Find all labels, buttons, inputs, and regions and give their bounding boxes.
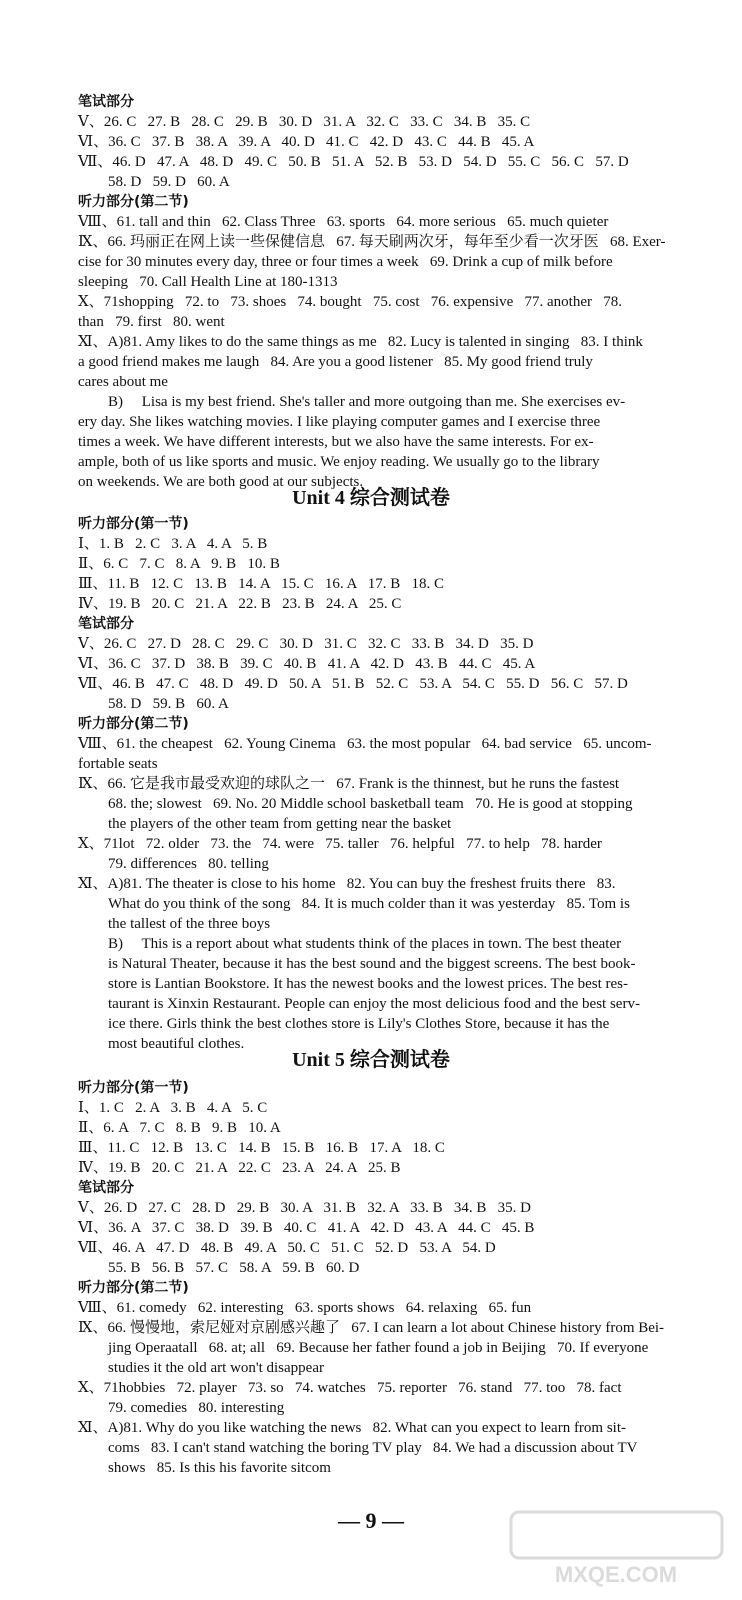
answer-line: fortable seats [78, 756, 158, 772]
answer-line: Ⅴ、26. C 27. B 28. C 29. B 30. D 31. A 32. C 33. C 34. B 35. C [78, 114, 531, 130]
section-heading: 听力部分(第一节) [78, 1080, 189, 1096]
unit4-title: Unit 4 综合测试卷 [292, 487, 450, 509]
answer-line: times a week. We have different interests, but we also have the same interests. For ex- [78, 434, 594, 450]
answer-line: 68. the; slowest 69. No. 20 Middle school basketball team 70. He is good at stopping [108, 796, 633, 812]
unit4-answers [78, 514, 718, 1054]
answer-line: Ⅱ、6. A 7. C 8. B 9. B 10. A [78, 1120, 281, 1136]
answer-line: 79. differences 80. telling [108, 856, 269, 872]
answer-line: Ⅴ、26. C 27. D 28. C 29. C 30. D 31. C 32. C 33. B 34. D 35. D [78, 636, 534, 652]
answer-line: coms 83. I can't stand watching the boring TV play 84. We had a discussion about TV [108, 1440, 638, 1456]
page-number: — 9 — [338, 1508, 404, 1533]
answer-line: studies it the old art won't disappear [108, 1360, 324, 1376]
answer-line: Ⅸ、66. 它是我市最受欢迎的球队之一 67. Frank is the thinnest, but he runs the fastest [78, 776, 620, 792]
answer-line: Ⅴ、26. D 27. C 28. D 29. B 30. A 31. B 32. A 33. B 34. B 35. D [78, 1200, 531, 1216]
answer-line: Ⅺ、A)81. The theater is close to his home 82. You can buy the freshest fruits there 83. [78, 876, 616, 892]
answer-line: Ⅷ、61. comedy 62. interesting 63. sports shows 64. relaxing 65. fun [78, 1300, 532, 1316]
section-heading: 笔试部分 [78, 94, 134, 110]
answer-line: What do you think of the song 84. It is much colder than it was yesterday 85. Tom is [108, 896, 630, 912]
answer-line: store is Lantian Bookstore. It has the newest books and the lowest prices. The best res- [108, 976, 629, 992]
answer-line: Ⅶ、46. B 47. C 48. D 49. D 50. A 51. B 52. C 53. A 54. C 55. D 56. C 57. D [78, 676, 628, 692]
answer-line: ery day. She likes watching movies. I like playing computer games and I exercise three [78, 414, 601, 430]
answer-line: Ⅹ、71shopping 72. to 73. shoes 74. bought 75. cost 76. expensive 77. another 78. [78, 294, 622, 310]
answer-line: ample, both of us like sports and music. We enjoy reading. We usually go to the library [78, 454, 600, 470]
answer-line: Ⅶ、46. D 47. A 48. D 49. C 50. B 51. A 52. B 53. D 54. D 55. C 56. C 57. D [78, 154, 629, 170]
answer-line: Ⅳ、19. B 20. C 21. A 22. B 23. B 24. A 25. C [78, 596, 402, 612]
answer-line: 79. comedies 80. interesting [108, 1400, 285, 1416]
answer-line: the players of the other team from getting near the basket [108, 816, 452, 832]
watermark-text: MXQE.COM [554, 1562, 678, 1587]
answer-line: Ⅸ、66. 玛丽正在网上读一些保健信息 67. 每天刷两次牙，每年至少看一次牙医 68. Exer- [78, 234, 666, 250]
answer-line: the tallest of the three boys [108, 916, 271, 932]
answer-line: Ⅵ、36. A 37. C 38. D 39. B 40. C 41. A 42. D 43. A 44. C 45. B [78, 1220, 535, 1236]
section-heading: 笔试部分 [78, 616, 134, 632]
answer-line: 58. D 59. B 60. A [108, 696, 229, 712]
answer-line: Ⅰ、1. B 2. C 3. A 4. A 5. B [78, 536, 268, 552]
section-heading: 听力部分(第一节) [78, 516, 189, 532]
answer-line: 58. D 59. D 60. A [108, 174, 230, 190]
answer-line: Ⅵ、36. C 37. D 38. B 39. C 40. B 41. A 42. D 43. B 44. C 45. A [78, 656, 536, 672]
section-heading: 听力部分(第二节) [78, 194, 189, 210]
answer-line: Ⅹ、71lot 72. older 73. the 74. were 75. taller 76. helpful 77. to help 78. harder [78, 836, 602, 852]
section-heading: 听力部分(第二节) [78, 716, 189, 732]
answer-line: Ⅵ、36. C 37. B 38. A 39. A 40. D 41. C 42. D 43. C 44. B 45. A [78, 134, 535, 150]
unit5-answers [78, 1078, 718, 1478]
section-heading: 听力部分(第二节) [78, 1280, 189, 1296]
answer-line: Ⅸ、66. 慢慢地，索尼娅对京剧感兴趣了 67. I can learn a lot about Chinese history from Bei- [78, 1320, 665, 1336]
answer-line: Ⅷ、61. the cheapest 62. Young Cinema 63. the most popular 64. bad service 65. uncom- [78, 736, 652, 752]
answer-line: Ⅺ、A)81. Why do you like watching the news 82. What can you expect to learn from sit- [78, 1420, 627, 1436]
answer-line: jing Operaatall 68. at; all 69. Because her father found a job in Beijing 70. If everyone [108, 1340, 649, 1356]
answer-line: B) This is a report about what students think of the places in town. The best theater [108, 936, 622, 952]
answer-line: ice there. Girls think the best clothes store is Lily's Clothes Store, because it has the [108, 1016, 610, 1032]
section-heading: 笔试部分 [78, 1180, 134, 1196]
answer-line: Ⅺ、A)81. Amy likes to do the same things as me 82. Lucy is talented in singing 83. I think [78, 334, 643, 350]
answer-line: Ⅰ、1. C 2. A 3. B 4. A 5. C [78, 1100, 268, 1116]
answer-line: B) Lisa is my best friend. She's taller and more outgoing than me. She exercises ev- [108, 394, 626, 410]
unit3-answers-continued [78, 92, 718, 492]
answer-line: sleeping 70. Call Health Line at 180-1313 [78, 274, 338, 290]
answer-line: Ⅶ、46. A 47. D 48. B 49. A 50. C 51. C 52. D 53. A 54. D [78, 1240, 496, 1256]
answer-line: a good friend makes me laugh 84. Are you a good listener 85. My good friend truly [78, 354, 593, 370]
answer-line: most beautiful clothes. [108, 1036, 245, 1052]
answer-line: cise for 30 minutes every day, three or four times a week 69. Drink a cup of milk before [78, 254, 613, 270]
answer-line: Ⅲ、11. B 12. C 13. B 14. A 15. C 16. A 17. B 18. C [78, 576, 445, 592]
answer-line: Ⅱ、6. C 7. C 8. A 9. B 10. B [78, 556, 280, 572]
unit5-title: Unit 5 综合测试卷 [292, 1049, 450, 1071]
answer-line: Ⅳ、19. B 20. C 21. A 22. C 23. A 24. A 25. B [78, 1160, 401, 1176]
answer-line: Ⅲ、11. C 12. B 13. C 14. B 15. B 16. B 17. A 18. C [78, 1140, 445, 1156]
watermark-logo [509, 1510, 724, 1590]
answer-line: is Natural Theater, because it has the best sound and the biggest screens. The best book- [108, 956, 636, 972]
answer-line: shows 85. Is this his favorite sitcom [108, 1460, 331, 1476]
answer-line: cares about me [78, 374, 168, 390]
answer-line: Ⅷ、61. tall and thin 62. Class Three 63. sports 64. more serious 65. much quieter [78, 214, 609, 230]
answer-line: Ⅹ、71hobbies 72. player 73. so 74. watches 75. reporter 76. stand 77. too 78. fact [78, 1380, 622, 1396]
answer-line: 55. B 56. B 57. C 58. A 59. B 60. D [108, 1260, 360, 1276]
answer-line: than 79. first 80. went [78, 314, 225, 330]
answer-line: taurant is Xinxin Restaurant. People can enjoy the most delicious food and the best serv- [108, 996, 640, 1012]
answer-line: on weekends. We are both good at our subjects. [78, 474, 364, 490]
